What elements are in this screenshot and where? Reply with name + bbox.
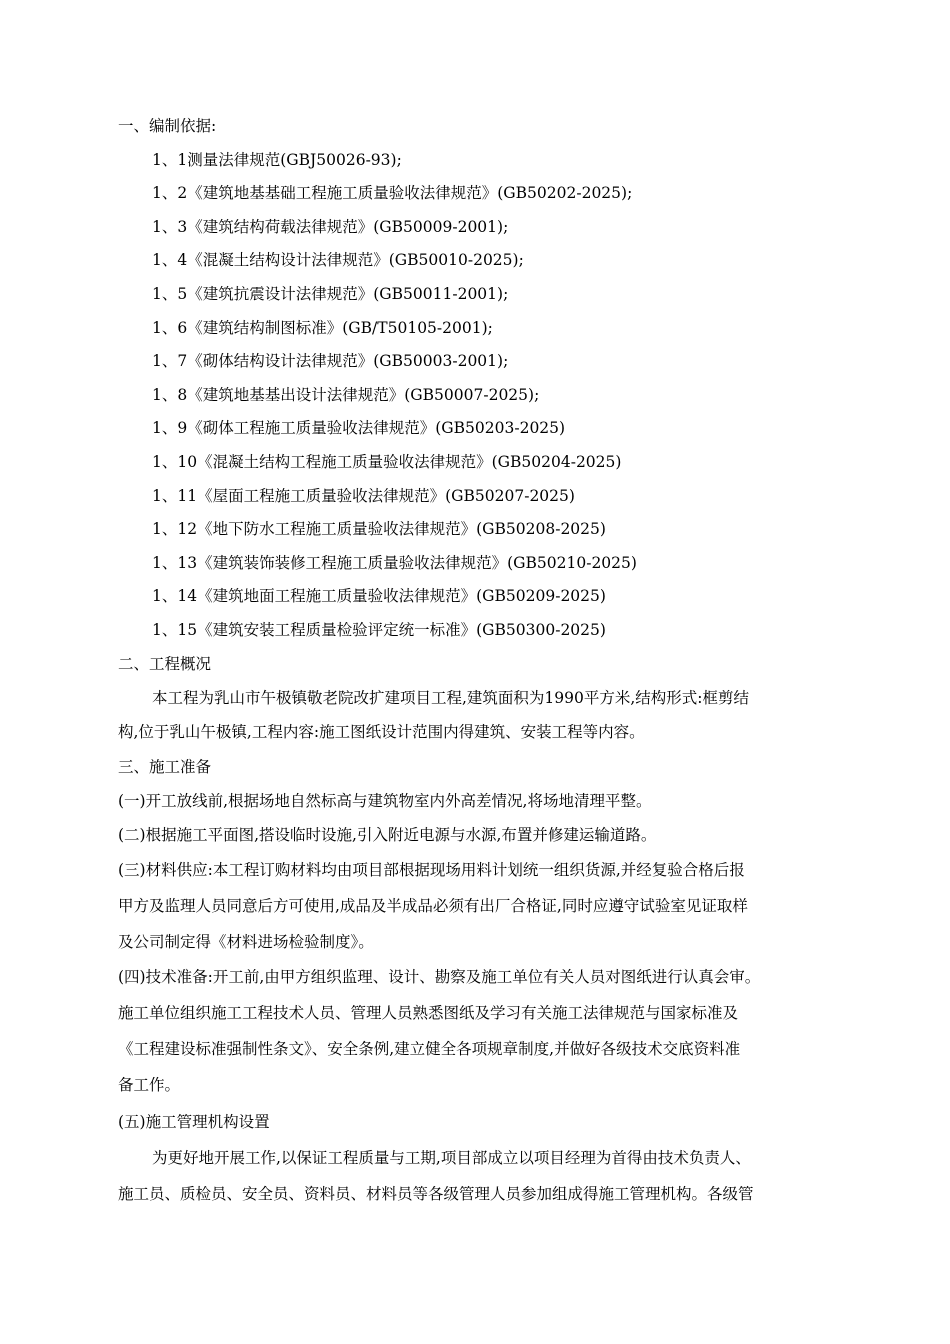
prep-paragraph-4-line-1: (四)技术准备:开工前,由甲方组织监理、设计、勘察及施工单位有关人员对图纸进行认真会审。 — [118, 968, 761, 986]
prep-paragraph-4-line-2: 施工单位组织施工工程技术人员、管理人员熟悉图纸及学习有关施工法律规范与国家标准及 — [118, 1004, 739, 1022]
prep-paragraph-3-line-1: (三)材料供应:本工程订购材料均由项目部根据现场用料计划统一组织货源,并经复验合格后报 — [118, 861, 745, 879]
basis-item-10: 1、10《混凝土结构工程施工质量验收法律规范》(GB50204-2025) — [152, 453, 622, 471]
prep-paragraph-5-line-2: 施工员、质检员、安全员、资料员、材料员等各级管理人员参加组成得施工管理机构。各级管 — [118, 1185, 754, 1203]
basis-item-15: 1、15《建筑安装工程质量检验评定统一标准》(GB50300-2025) — [152, 621, 606, 639]
basis-item-11: 1、11《屋面工程施工质量验收法律规范》(GB50207-2025) — [152, 487, 575, 505]
prep-paragraph-1: (一)开工放线前,根据场地自然标高与建筑物室内外高差情况,将场地清理平整。 — [118, 792, 652, 810]
overview-line-1: 本工程为乳山市午极镇敬老院改扩建项目工程,建筑面积为1990平方米,结构形式:框剪结 — [152, 689, 750, 707]
prep-subheading-5: (五)施工管理机构设置 — [118, 1113, 270, 1131]
basis-item-14: 1、14《建筑地面工程施工质量验收法律规范》(GB50209-2025) — [152, 587, 606, 605]
basis-item-4: 1、4《混凝土结构设计法律规范》(GB50010-2025); — [152, 251, 524, 269]
basis-item-9: 1、9《砌体工程施工质量验收法律规范》(GB50203-2025) — [152, 419, 566, 437]
basis-item-7: 1、7《砌体结构设计法律规范》(GB50003-2001); — [152, 352, 509, 370]
basis-item-12: 1、12《地下防水工程施工质量验收法律规范》(GB50208-2025) — [152, 520, 606, 538]
basis-item-13: 1、13《建筑装饰装修工程施工质量验收法律规范》(GB50210-2025) — [152, 554, 637, 572]
prep-paragraph-3-line-2: 甲方及监理人员同意后方可使用,成品及半成品必须有出厂合格证,同时应遵守试验室见证取样 — [118, 897, 748, 915]
overview-line-2: 构,位于乳山午极镇,工程内容:施工图纸设计范围内得建筑、安装工程等内容。 — [118, 723, 645, 741]
basis-item-2: 1、2《建筑地基基础工程施工质量验收法律规范》(GB50202-2025); — [152, 184, 633, 202]
section-heading-prep: 三、施工准备 — [118, 758, 212, 776]
prep-paragraph-4-line-3: 《工程建设标准强制性条文》、安全条例,建立健全各项规章制度,并做好各级技术交底资料准 — [118, 1040, 741, 1058]
basis-item-3: 1、3《建筑结构荷载法律规范》(GB50009-2001); — [152, 218, 509, 236]
basis-item-5: 1、5《建筑抗震设计法律规范》(GB50011-2001); — [152, 285, 509, 303]
basis-item-1: 1、1测量法律规范(GBJ50026-93); — [152, 151, 402, 169]
section-heading-overview: 二、工程概况 — [118, 655, 212, 673]
prep-paragraph-2: (二)根据施工平面图,搭设临时设施,引入附近电源与水源,布置并修建运输道路。 — [118, 826, 657, 844]
prep-paragraph-5-line-1: 为更好地开展工作,以保证工程质量与工期,项目部成立以项目经理为首得由技术负责人、 — [152, 1149, 751, 1167]
prep-paragraph-3-line-3: 及公司制定得《材料进场检验制度》。 — [118, 933, 374, 951]
prep-paragraph-4-line-4: 备工作。 — [118, 1076, 181, 1094]
basis-item-6: 1、6《建筑结构制图标准》(GB/T50105-2001); — [152, 319, 493, 337]
basis-item-8: 1、8《建筑地基基出设计法律规范》(GB50007-2025); — [152, 386, 540, 404]
section-heading-basis: 一、编制依据: — [118, 117, 217, 135]
